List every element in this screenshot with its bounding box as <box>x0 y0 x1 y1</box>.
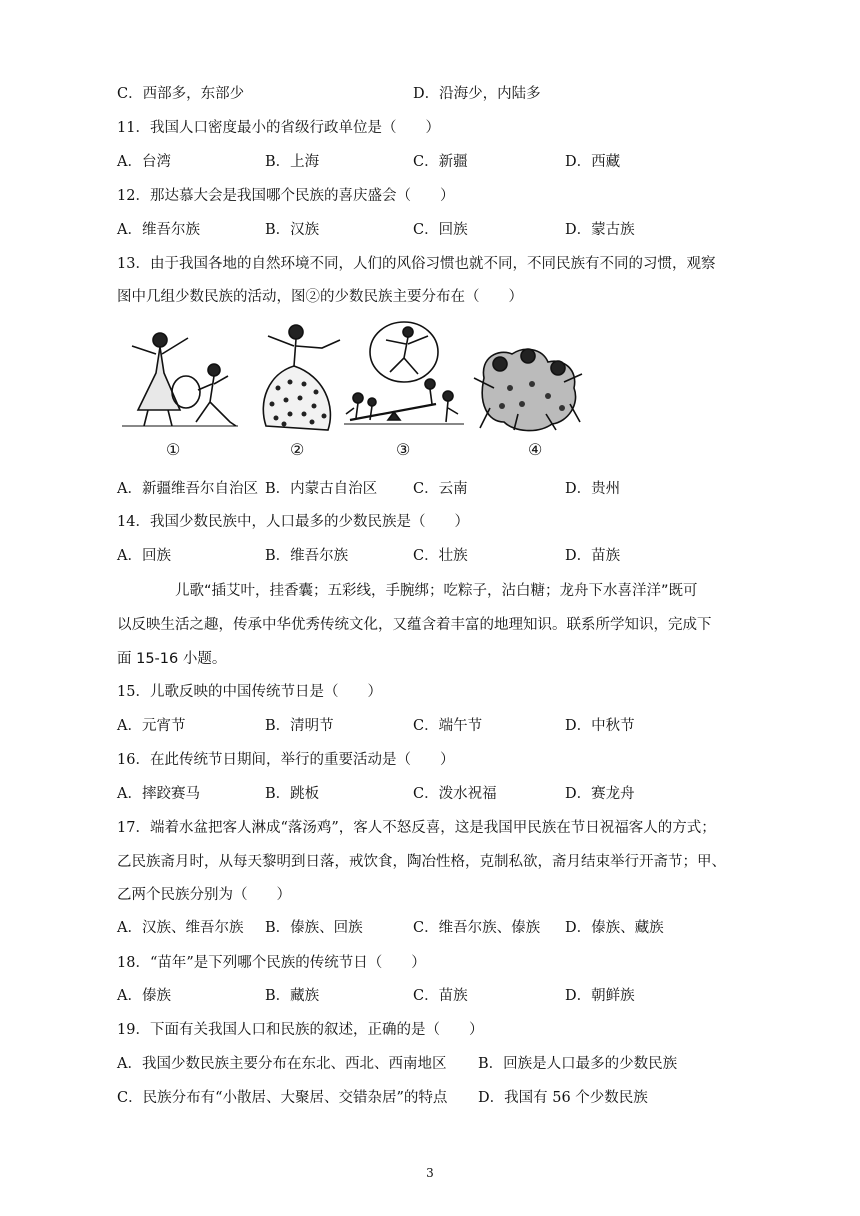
q17-stem-line3: 乙两个民族分别为（ ） <box>117 887 291 903</box>
q17-stem-line2: 乙民族斋月时，从每天黎明到日落，戒饮食，陶冶性格，克制私欲，斋月结束举行开斋节；甲、 <box>117 854 726 870</box>
q11-stem: 11．我国人口密度最小的省级行政单位是（ ） <box>117 120 440 136</box>
q10-option-c: C．西部多，东部少 <box>117 86 245 102</box>
q11-option-c: C．新疆 <box>413 154 468 170</box>
q11-option-d: D．西藏 <box>565 154 621 170</box>
q12-stem: 12．那达慕大会是我国哪个民族的喜庆盛会（ ） <box>117 188 455 204</box>
q13-option-d: D．贵州 <box>565 481 621 497</box>
page-number: 3 <box>426 1166 434 1180</box>
q18-option-d: D．朝鲜族 <box>565 988 635 1004</box>
q13-stem-line2: 图中几组少数民族的活动，图②的少数民族主要分布在（ ） <box>117 289 523 305</box>
q19-option-a: A．我国少数民族主要分布在东北、西北、西南地区 <box>117 1056 447 1072</box>
q10-option-d: D．沿海少，内陆多 <box>413 86 541 102</box>
q14-option-c: C．壮族 <box>413 548 468 564</box>
q12-option-b: B．汉族 <box>265 222 320 238</box>
q16-option-b: B．跳板 <box>265 786 320 802</box>
q16-option-c: C．泼水祝福 <box>413 786 497 802</box>
figure-1-dancers <box>122 333 238 426</box>
q17-stem-line1: 17．端着水盆把客人淋成“落汤鸡”，客人不怒反喜，这是我国甲民族在节日祝福客人的方式； <box>117 820 716 836</box>
figure-label-3: ③ <box>396 440 411 459</box>
q17-option-b: B．傣族、回族 <box>265 920 363 936</box>
q14-stem: 14．我国少数民族中，人口最多的少数民族是（ ） <box>117 514 469 530</box>
passage-line1: 儿歌“插艾叶，挂香囊；五彩线，手腕绑；吃粽子，沾白糖；龙舟下水喜洋洋”既可 <box>175 583 698 599</box>
q11-option-a: A．台湾 <box>117 154 171 170</box>
q18-option-b: B．藏族 <box>265 988 320 1004</box>
q13-stem-line1: 13．由于我国各地的自然环境不同，人们的风俗习惯也就不同，不同民族有不同的习惯，观察 <box>117 256 716 272</box>
q16-option-a: A．摔跤赛马 <box>117 786 200 802</box>
q12-option-c: C．回族 <box>413 222 468 238</box>
figure-4-group-dancers <box>474 349 582 431</box>
q13-option-c: C．云南 <box>413 481 468 497</box>
q16-option-d: D．赛龙舟 <box>565 786 635 802</box>
q13-option-b: B．内蒙古自治区 <box>265 481 378 497</box>
q12-option-d: D．蒙古族 <box>565 222 635 238</box>
figure-3-board-jumping <box>344 322 464 424</box>
q18-option-a: A．傣族 <box>117 988 171 1004</box>
q19-option-b: B．回族是人口最多的少数民族 <box>478 1056 678 1072</box>
q15-stem: 15．儿歌反映的中国传统节日是（ ） <box>117 684 382 700</box>
ethnic-activities-figure <box>118 318 588 468</box>
q19-option-c: C．民族分布有“小散居、大聚居、交错杂居”的特点 <box>117 1090 448 1106</box>
q15-option-d: D．中秋节 <box>565 718 635 734</box>
passage-line3: 面 15-16 小题。 <box>117 651 227 667</box>
q12-option-a: A．维吾尔族 <box>117 222 200 238</box>
q15-option-b: B．清明节 <box>265 718 334 734</box>
q18-stem: 18．“苗年”是下列哪个民族的传统节日（ ） <box>117 955 426 971</box>
figure-label-4: ④ <box>528 440 543 459</box>
passage-line2: 以反映生活之趣，传承中华优秀传统文化，又蕴含着丰富的地理知识。联系所学知识，完成下 <box>117 617 712 633</box>
q15-option-c: C．端午节 <box>413 718 483 734</box>
figure-label-1: ① <box>166 440 181 459</box>
q17-option-d: D．傣族、藏族 <box>565 920 664 936</box>
q13-option-a: A．新疆维吾尔自治区 <box>117 481 258 497</box>
q14-option-b: B．维吾尔族 <box>265 548 349 564</box>
figure-label-2: ② <box>290 440 305 459</box>
q15-option-a: A．元宵节 <box>117 718 186 734</box>
q14-option-a: A．回族 <box>117 548 171 564</box>
q19-stem: 19．下面有关我国人口和民族的叙述，正确的是（ ） <box>117 1022 484 1038</box>
q18-option-c: C．苗族 <box>413 988 468 1004</box>
figure-2-skirt-dancer <box>263 325 340 430</box>
q11-option-b: B．上海 <box>265 154 320 170</box>
q14-option-d: D．苗族 <box>565 548 621 564</box>
q16-stem: 16．在此传统节日期间，举行的重要活动是（ ） <box>117 752 455 768</box>
q17-option-a: A．汉族、维吾尔族 <box>117 920 244 936</box>
q19-option-d: D．我国有 56 个少数民族 <box>478 1090 648 1106</box>
q17-option-c: C．维吾尔族、傣族 <box>413 920 541 936</box>
